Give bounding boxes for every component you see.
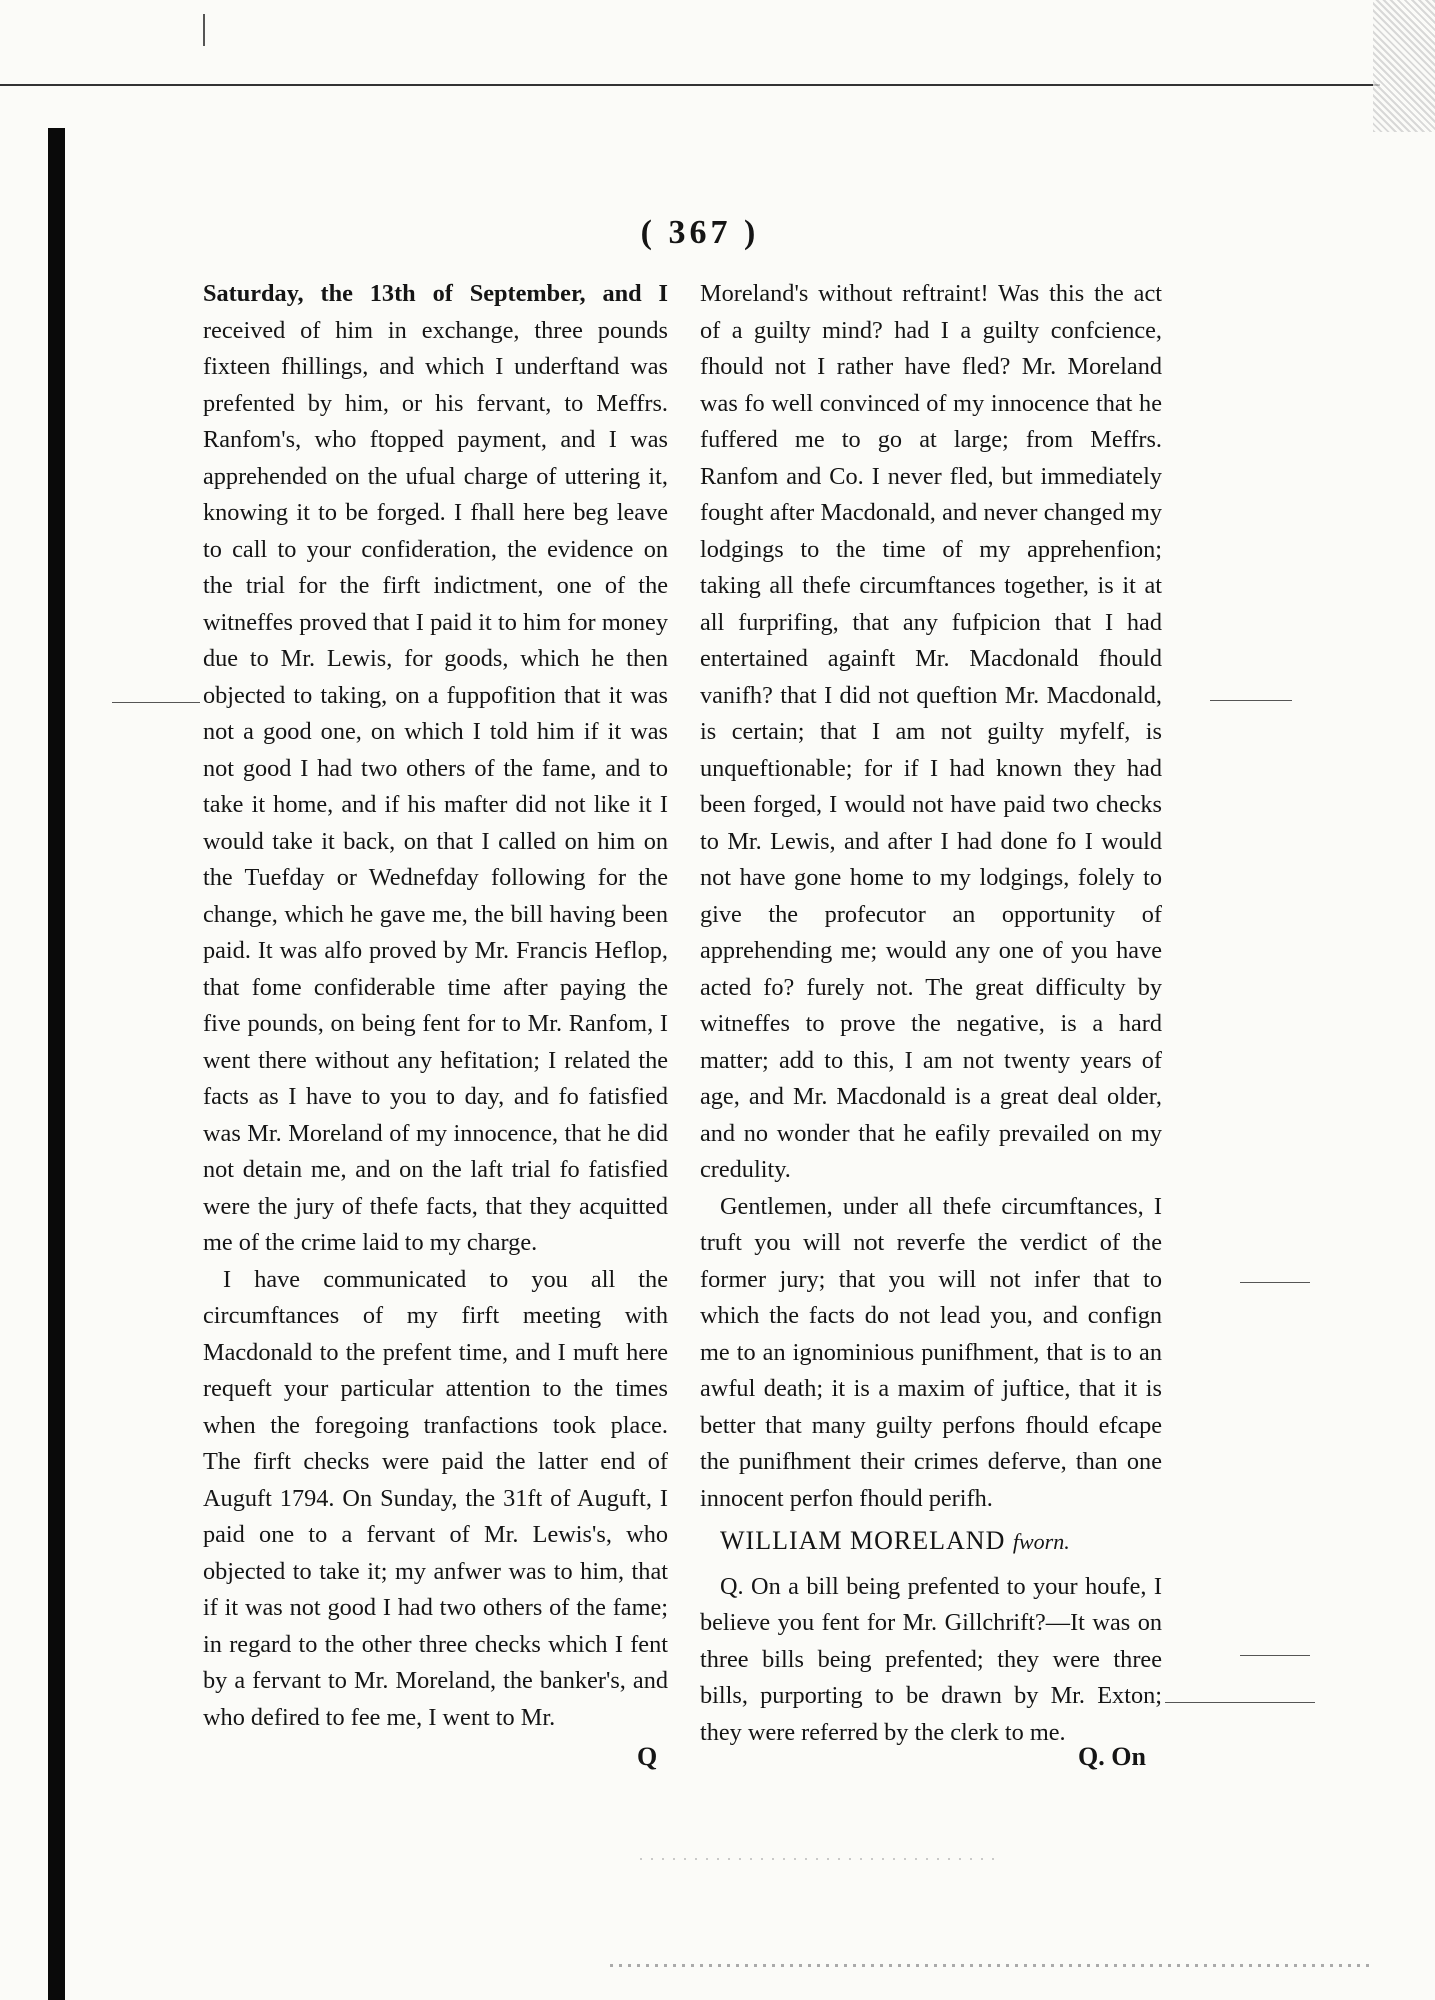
scan-dots: [640, 1858, 1000, 1860]
left-paragraph-2: I have communicated to you all the circumftances of my firft meeting with Macdonald to the prefent time, and I muft here requeft your particular attention to the times when the foregoing tranfactions took place. The firft checks were paid the latter end of Auguft 1794. On Sunday, the 31ft of Auguft, I paid one to a fervant of Mr. Lewis's, who objected to take it; my anfwer was to him, that if it was not good I had two others of the fame; in regard to the other three checks which I fent by a fervant to Mr. Moreland, the banker's, and who defired to fee me, I went to Mr.: [203, 1265, 668, 1731]
catchword-left: Q: [637, 1742, 658, 1771]
left-paragraph-1: [203, 276, 668, 1262]
scan-dash: [1240, 1282, 1310, 1283]
scan-dash: [112, 702, 200, 703]
scan-dash: [1210, 700, 1292, 701]
left-paragraph-1-body: received of him in exchange, three pounds fixteen fhillings, and which I underftand was prefented by him, or his fervant, to Meffrs. Ranfom's, who ftopped payment, and I was apprehended on the ufual charge of uttering it, knowing it to be forged. I fhall here beg leave to call to your confideration, the evidence on the trial for the firft indictment, one of the witneffes proved that I paid it to him for money due to Mr. Lewis, for goods, which he then objected to taking, on a fuppofition that it was not a good one, on which I told him if it was not good I had two others of the fame, and to take it home, and if his mafter did not like it I would take it back, on that I called on him on the Tuefday or Wednefday following for the change, which he gave me, the bill having been paid. It was alfo proved by Mr. Francis Heflop, that fome confiderable time after paying the five pounds, on being fent for to Mr. Ranfom, I went there without any hefitation; I related the facts as I have to you to day, and fo fatisfied was Mr. Moreland of my innocence, that he did not detain me, and on the laft trial fo fatisfied were the jury of thefe facts, that they acquitted me of the crime laid to my charge.: [203, 316, 668, 1256]
scan-dash: [1240, 1655, 1310, 1656]
right-column: [700, 276, 1162, 1751]
scan-top-rule: [0, 84, 1380, 86]
page-number: ( 367 ): [640, 214, 760, 251]
scan-mark: [203, 14, 205, 46]
left-column: [203, 276, 668, 1736]
witness-heading: [720, 1523, 1162, 1561]
catchword-right: Q. On: [1078, 1742, 1146, 1771]
scan-binding-shadow: [48, 128, 65, 2000]
scan-edge-noise: [1373, 0, 1435, 132]
right-paragraph-3: Q. On a bill being prefented to your houfe, I believe you fent for Mr. Gillchrift?—It was on three bills being prefented; they were three bills, purporting to be drawn by Mr. Exton; they were referred by the clerk to me.: [700, 1572, 1162, 1746]
right-paragraph-1: Moreland's without reftraint! Was this the act of a guilty mind? had I a guilty confcience, fhould not I rather have fled? Mr. Moreland was fo well convinced of my innocence that he fuffered me to go at large; from Meffrs. Ranfom and Co. I never fled, but immediately fought after Macdonald, and never changed my lodgings to the time of my apprehenfion; taking all thefe circumftances together, is it at all furprifing, that any fufpicion that I had entertained againft Mr. Macdonald fhould vanifh? that I did not queftion Mr. Macdonald, is certain; that I am not guilty myfelf, is unqueftionable; for if I had known they had been forged, I would not have paid two checks to Mr. Lewis, and after I had done fo I would not have gone home to my lodgings, folely to give the profecutor an opportunity of apprehending me; would any one of you have acted fo? furely not. The great difficulty by witneffes to prove the negative, is a hard matter; add to this, I am not twenty years of age, and Mr. Macdonald is a great deal older, and no wonder that he eafily prevailed on my credulity.: [700, 280, 1162, 1183]
scan-dash: [1165, 1702, 1315, 1703]
left-paragraph-1-lead: Saturday, the 13th of September, and I: [203, 280, 668, 307]
witness-name: WILLIAM MORELAND: [720, 1526, 1006, 1555]
scan-dots: [610, 1964, 1370, 1967]
right-paragraph-2: Gentlemen, under all thefe circumftances, I truft you will not reverfe the verdict of the former jury; that you will not infer that to which the facts do not lead you, and confign me to an ignominious punifhment, that is to an awful death; it is a maxim of juftice, that it is better that many guilty perfons fhould efcape the punifhment their crimes deferve, than one innocent perfon fhould perifh.: [700, 1192, 1162, 1512]
witness-sworn: fworn.: [1012, 1529, 1070, 1554]
